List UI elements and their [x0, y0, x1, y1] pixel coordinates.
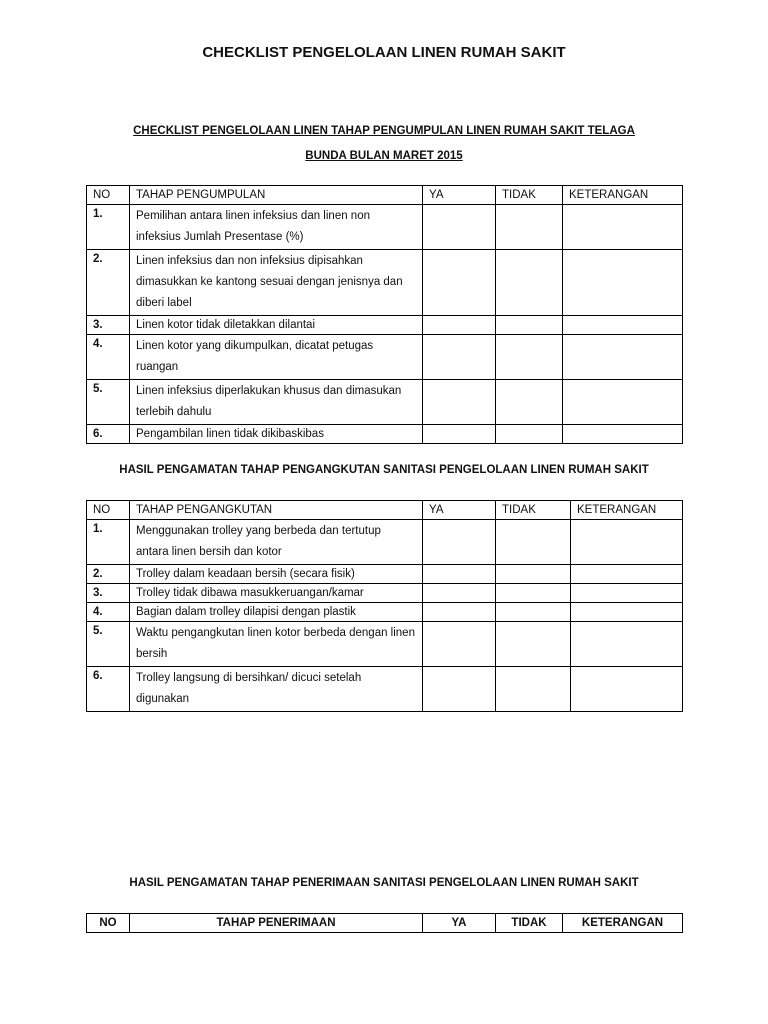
- keterangan-cell[interactable]: [571, 667, 683, 712]
- keterangan-cell[interactable]: [571, 584, 683, 603]
- tidak-cell[interactable]: [496, 667, 571, 712]
- ya-cell[interactable]: [423, 667, 496, 712]
- row-number: 6.: [87, 425, 130, 444]
- keterangan-cell[interactable]: [563, 250, 683, 316]
- keterangan-cell[interactable]: [571, 622, 683, 667]
- ya-cell[interactable]: [423, 603, 496, 622]
- row-criterion: Waktu pengangkutan linen kotor berbeda dengan linen bersih: [130, 622, 423, 667]
- table-row: [87, 205, 683, 250]
- row-number: 5.: [87, 622, 130, 667]
- ya-cell[interactable]: [423, 622, 496, 667]
- tidak-cell[interactable]: [496, 316, 563, 335]
- keterangan-cell[interactable]: [571, 603, 683, 622]
- tidak-cell[interactable]: [496, 520, 571, 565]
- table-row: [87, 335, 683, 380]
- ya-cell[interactable]: [423, 565, 496, 584]
- row-criterion: Trolley dalam keadaan bersih (secara fisik): [130, 565, 423, 584]
- header-tidak: TIDAK: [496, 914, 563, 933]
- table-row: [87, 316, 683, 335]
- tidak-cell[interactable]: [496, 335, 563, 380]
- table-row: [87, 603, 683, 622]
- table-row: [87, 380, 683, 425]
- keterangan-cell[interactable]: [563, 335, 683, 380]
- tidak-cell[interactable]: [496, 565, 571, 584]
- section1-title-line2: BUNDA BULAN MARET 2015: [305, 150, 463, 162]
- keterangan-cell[interactable]: [563, 316, 683, 335]
- tidak-cell[interactable]: [496, 380, 563, 425]
- row-criterion: Linen kotor yang dikumpulkan, dicatat petugas ruangan: [130, 335, 423, 380]
- ya-cell[interactable]: [423, 250, 496, 316]
- tidak-cell[interactable]: [496, 584, 571, 603]
- ya-cell[interactable]: [423, 425, 496, 444]
- row-number: 4.: [87, 603, 130, 622]
- table-row: [87, 667, 683, 712]
- header-no: NO: [87, 501, 130, 520]
- header-tahap: TAHAP PENGANGKUTAN: [130, 501, 423, 520]
- header-keterangan: KETERANGAN: [563, 914, 683, 933]
- section2-title: HASIL PENGAMATAN TAHAP PENGANGKUTAN SANITASI PENGELOLAAN LINEN RUMAH SAKIT: [119, 464, 649, 476]
- penerimaan-checklist-table: [86, 913, 683, 933]
- row-criterion: Pemilihan antara linen infeksius dan linen non infeksius Jumlah Presentase (%): [130, 205, 423, 250]
- ya-cell[interactable]: [423, 335, 496, 380]
- pengumpulan-checklist-table: [86, 185, 683, 444]
- header-keterangan: KETERANGAN: [563, 186, 683, 205]
- row-number: 4.: [87, 335, 130, 380]
- row-criterion: Bagian dalam trolley dilapisi dengan plastik: [130, 603, 423, 622]
- table-header-row: [87, 501, 683, 520]
- ya-cell[interactable]: [423, 316, 496, 335]
- header-tidak: TIDAK: [496, 501, 571, 520]
- table-row: [87, 250, 683, 316]
- keterangan-cell[interactable]: [571, 520, 683, 565]
- ya-cell[interactable]: [423, 380, 496, 425]
- tidak-cell[interactable]: [496, 622, 571, 667]
- table-row: [87, 425, 683, 444]
- row-number: 3.: [87, 316, 130, 335]
- table-row: [87, 520, 683, 565]
- ya-cell[interactable]: [423, 520, 496, 565]
- table-header-row: [87, 186, 683, 205]
- header-ya: YA: [423, 914, 496, 933]
- row-criterion: Trolley langsung di bersihkan/ dicuci setelah digunakan: [130, 667, 423, 712]
- row-number: 2.: [87, 565, 130, 584]
- table-row: [87, 565, 683, 584]
- table-header-row: [87, 914, 683, 933]
- tidak-cell[interactable]: [496, 425, 563, 444]
- row-criterion: Linen kotor tidak diletakkan dilantai: [130, 316, 423, 335]
- row-number: 1.: [87, 520, 130, 565]
- tidak-cell[interactable]: [496, 205, 563, 250]
- header-keterangan: KETERANGAN: [571, 501, 683, 520]
- header-ya: YA: [423, 501, 496, 520]
- keterangan-cell[interactable]: [571, 565, 683, 584]
- table-row: [87, 622, 683, 667]
- row-number: 6.: [87, 667, 130, 712]
- tidak-cell[interactable]: [496, 603, 571, 622]
- pengangkutan-checklist-table: [86, 500, 683, 712]
- row-criterion: Linen infeksius dan non infeksius dipisahkan dimasukkan ke kantong sesuai dengan jenisnya dan diberi label: [130, 250, 423, 316]
- keterangan-cell[interactable]: [563, 380, 683, 425]
- row-criterion: Menggunakan trolley yang berbeda dan tertutup antara linen bersih dan kotor: [130, 520, 423, 565]
- keterangan-cell[interactable]: [563, 205, 683, 250]
- row-criterion: Linen infeksius diperlakukan khusus dan dimasukan terlebih dahulu: [130, 380, 423, 425]
- header-ya: YA: [423, 186, 496, 205]
- ya-cell[interactable]: [423, 205, 496, 250]
- row-number: 2.: [87, 250, 130, 316]
- ya-cell[interactable]: [423, 584, 496, 603]
- section1-title-line1: CHECKLIST PENGELOLAAN LINEN TAHAP PENGUMPULAN LINEN RUMAH SAKIT TELAGA: [133, 125, 635, 137]
- section3-title: HASIL PENGAMATAN TAHAP PENERIMAAN SANITASI PENGELOLAAN LINEN RUMAH SAKIT: [129, 877, 639, 889]
- header-no: NO: [87, 914, 130, 933]
- keterangan-cell[interactable]: [563, 425, 683, 444]
- header-tidak: TIDAK: [496, 186, 563, 205]
- page-title: CHECKLIST PENGELOLAAN LINEN RUMAH SAKIT: [202, 44, 566, 61]
- row-number: 1.: [87, 205, 130, 250]
- header-tahap: TAHAP PENERIMAAN: [130, 914, 423, 933]
- table-row: [87, 584, 683, 603]
- row-criterion: Trolley tidak dibawa masukkeruangan/kamar: [130, 584, 423, 603]
- row-criterion: Pengambilan linen tidak dikibaskibas: [130, 425, 423, 444]
- row-number: 5.: [87, 380, 130, 425]
- tidak-cell[interactable]: [496, 250, 563, 316]
- header-no: NO: [87, 186, 130, 205]
- header-tahap: TAHAP PENGUMPULAN: [130, 186, 423, 205]
- row-number: 3.: [87, 584, 130, 603]
